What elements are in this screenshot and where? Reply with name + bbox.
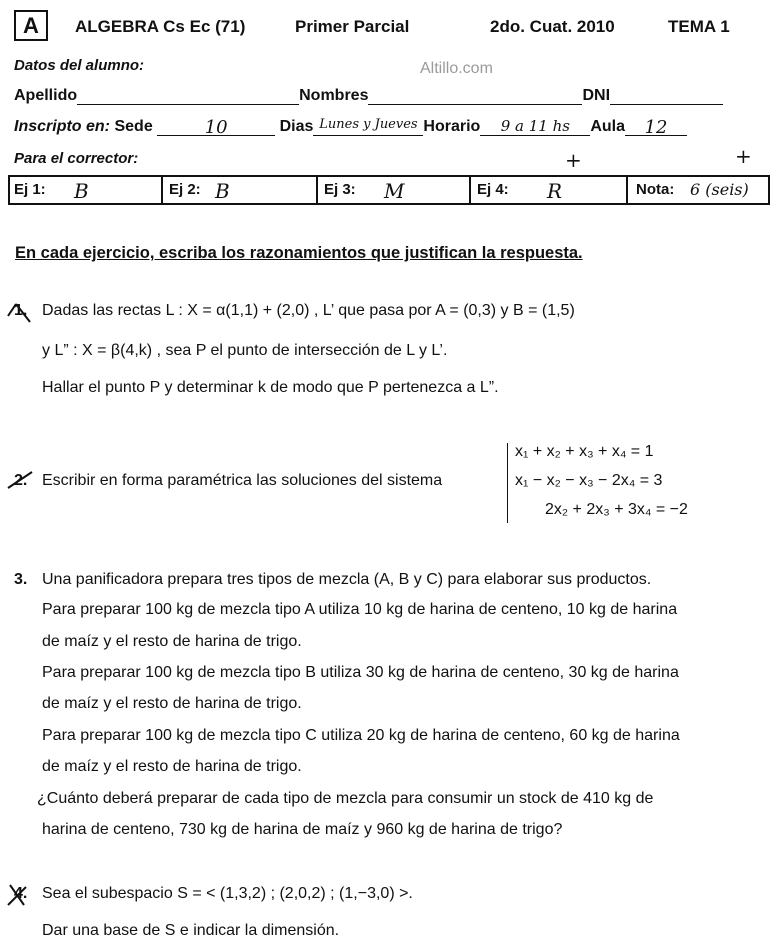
grade-mark-3: M [384,179,405,203]
exercise-3-line-5: de maíz y el resto de harina de trigo. [42,695,302,712]
exercise-3-line-8: ¿Cuánto deberá preparar de cada tipo de mezcla para consumir un stock de 410 kg de [37,790,654,807]
inscripto-row [14,117,687,136]
apellido-row [14,86,723,105]
exercise-4-line-1: Sea el subespacio S = < (1,3,2) ; (2,0,2) ; (1,−3,0) >. [42,885,413,902]
tema-number: TEMA 1 [668,17,730,36]
exercise-2-text: Escribir en forma paramétrica las soluciones del sistema [42,472,443,489]
exercise-1-line-3: Hallar el punto P y determinar k de modo que P pertenezca a L”. [42,379,499,396]
inscripto-label: Inscripto en: [14,118,111,135]
dni-field[interactable] [610,86,723,105]
exercise-4-number: 4. [14,885,28,902]
exam-term: 2do. Cuat. 2010 [490,17,615,36]
exercise-4-line-2: Dar una base de S e indicar la dimensión. [42,922,340,939]
grade-cell-1 [10,177,163,203]
student-section-title: Datos del alumno: [14,57,145,74]
dias-field[interactable]: Lunes y Jueves [313,117,423,136]
grade-label-3: Ej 3: [324,181,356,198]
exercise-1-number: 1. [14,302,28,319]
grade-label-nota: Nota: [636,181,675,198]
watermark: Altillo.com [420,60,493,77]
dni-label: DNI [582,87,611,104]
course-title: ALGEBRA Cs Ec (71) [75,17,246,36]
corrector-title: Para el corrector: [14,150,139,167]
check-mark-4 [6,883,36,909]
tema-letter-box [14,10,48,41]
tema-letter: A [23,13,39,38]
exercise-3-number: 3. [14,571,28,588]
exercise-3-line-1: Una panificadora prepara tres tipos de mezcla (A, B y C) para elaborar sus productos. [42,571,652,588]
grade-cell-3 [318,177,471,203]
grade-cell-4 [471,177,628,203]
grade-label-2: Ej 2: [169,181,201,198]
check-mark-1 [6,300,36,326]
corrector-grid [8,175,770,205]
grade-cell-2 [163,177,318,203]
exercise-3-line-7: de maíz y el resto de harina de trigo. [42,758,302,775]
horario-label: Horario [423,118,481,135]
exercise-3-line-6: Para preparar 100 kg de mezcla tipo C utiliza 20 kg de harina de centeno, 60 kg de harina [42,727,680,744]
exercise-3-line-3: de maíz y el resto de harina de trigo. [42,633,302,650]
exercise-1-line-1: Dadas las rectas L : X = α(1,1) + (2,0) , L’ que pasa por A = (0,3) y B = (1,5) [42,302,575,319]
grade-mark-4: R [547,179,563,203]
exercise-3-line-2: Para preparar 100 kg de mezcla tipo A utiliza 10 kg de harina de centeno, 10 kg de harina [42,601,678,618]
apellido-label: Apellido [14,87,78,104]
sede-field[interactable]: 10 [157,117,275,136]
apellido-field[interactable] [77,86,299,105]
instruction-text: En cada ejercicio, escriba los razonamientos que justifican la respuesta. [15,244,583,262]
exercise-1-line-2: y L” : X = β(4,k) , sea P el punto de intersección de L y L’. [42,342,448,359]
grade-cell-nota [628,177,768,203]
exam-title: Primer Parcial [295,17,410,36]
exercise-3-line-9: harina de centeno, 730 kg de harina de maíz y 960 kg de harina de trigo? [42,821,563,838]
system-brace [507,443,508,523]
sede-label: Sede [114,118,153,135]
horario-field[interactable]: 9 a 11 hs [480,117,590,136]
aula-label: Aula [590,118,625,135]
exercise-2-number: 2. [14,472,28,489]
grade-mark-1: B [74,179,89,203]
plus-mark-2: + [735,144,752,168]
system-eq-2: x₁ − x₂ − x₃ − 2x₄ = 3 [515,472,663,489]
grade-label-4: Ej 4: [477,181,509,198]
system-eq-1: x₁ + x₂ + x₃ + x₄ = 1 [515,443,654,460]
nombres-label: Nombres [299,87,369,104]
plus-mark-1: + [565,148,582,172]
system-eq-3: 2x₂ + 2x₃ + 3x₄ = −2 [545,501,688,518]
check-mark-2 [6,470,36,496]
exercise-3-line-4: Para preparar 100 kg de mezcla tipo B utiliza 30 kg de harina de centeno, 30 kg de harina [42,664,679,681]
nombres-field[interactable] [368,86,582,105]
grade-label-1: Ej 1: [14,181,46,198]
grade-mark-2: B [215,179,230,203]
grade-mark-nota: 6 (seis) [690,180,749,199]
aula-field[interactable]: 12 [625,117,687,136]
dias-label: Dias [279,118,314,135]
